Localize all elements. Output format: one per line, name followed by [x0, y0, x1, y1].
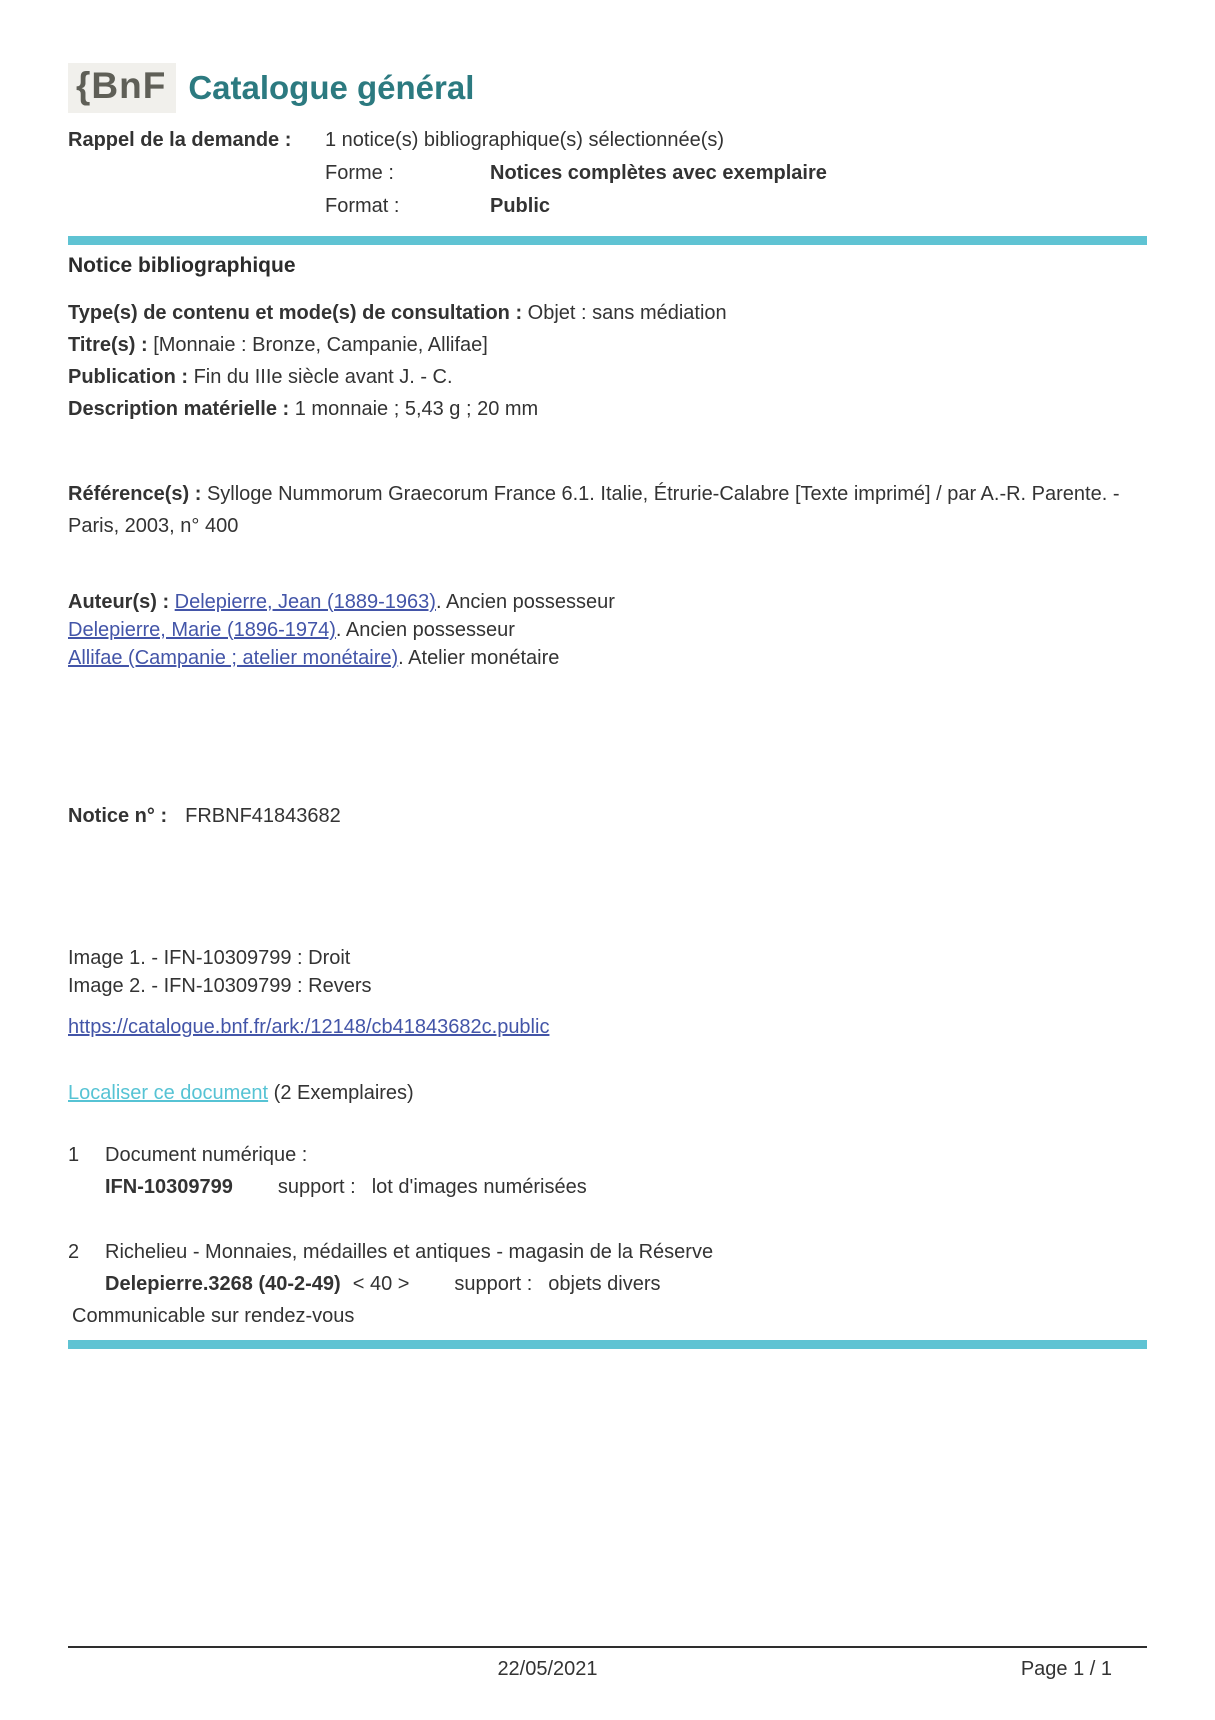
authors-block: [68, 588, 1147, 672]
forme-label: Forme :: [325, 162, 394, 184]
support-value: lot d'images numérisées: [371, 1176, 587, 1198]
section-title: Notice bibliographique: [68, 254, 296, 277]
holding-location-line: [68, 1236, 1147, 1268]
field-description-label: Description matérielle :: [68, 398, 290, 420]
holding-location: Document numérique :: [105, 1144, 308, 1166]
format-value: Public: [490, 195, 551, 217]
bibliographic-fields: [68, 297, 1147, 425]
header: [68, 62, 1147, 114]
image-line: Image 2. - IFN-10309799 : Revers: [68, 975, 372, 997]
holding-item-2: [68, 1236, 1147, 1332]
request-recall: [68, 124, 1147, 223]
holding-shelfmark-line: [68, 1171, 1147, 1203]
holding-shelfmark-line: [68, 1268, 1147, 1300]
permalink-line: [68, 1012, 1147, 1042]
locate-count: (2 Exemplaires): [273, 1082, 414, 1104]
spacer: [68, 190, 325, 223]
image-line: Image 1. - IFN-10309799 : Droit: [68, 947, 351, 969]
author-link[interactable]: Allifae (Campanie ; atelier monétaire): [68, 647, 399, 669]
support-label: support :: [277, 1176, 356, 1198]
author-role: . Atelier monétaire: [398, 647, 560, 669]
image-list: [68, 944, 1147, 1000]
page-title: Catalogue général: [188, 69, 475, 106]
author-link[interactable]: Delepierre, Jean (1889-1963): [174, 591, 436, 613]
spacer: [68, 157, 325, 190]
holding-item-1: [68, 1139, 1147, 1203]
field-title-value: [Monnaie : Bronze, Campanie, Allifae]: [153, 334, 488, 356]
field-description-value: 1 monnaie ; 5,43 g ; 20 mm: [294, 398, 539, 420]
notice-number-value: FRBNF41843682: [185, 805, 341, 827]
reference-label: Référence(s) :: [68, 483, 202, 505]
recall-label: Rappel de la demande :: [68, 129, 292, 151]
field-publication-label: Publication :: [68, 366, 188, 388]
author-line: [68, 644, 1147, 672]
forme-value: Notices complètes avec exemplaire: [490, 162, 827, 184]
field-title-label: Titre(s) :: [68, 334, 148, 356]
holding-shelfmark: Delepierre.3268 (40-2-49): [105, 1273, 341, 1295]
divider-bar-bottom: [68, 1340, 1147, 1349]
authors-label: Auteur(s) :: [68, 591, 170, 613]
divider-bar-top: [68, 236, 1147, 245]
bnf-logo[interactable]: {BnF: [68, 63, 176, 113]
permalink-link[interactable]: https://catalogue.bnf.fr/ark:/12148/cb41843682c.public: [68, 1016, 550, 1038]
reference-paragraph: [68, 478, 1147, 542]
locate-line: [68, 1078, 1147, 1108]
notice-number-label: Notice n° :: [68, 805, 168, 827]
format-label: Format :: [325, 195, 400, 217]
author-line: [68, 616, 1147, 644]
holding-note: Communicable sur rendez-vous: [72, 1305, 355, 1327]
author-link[interactable]: Delepierre, Marie (1896-1974): [68, 619, 336, 641]
holding-number: 1: [68, 1144, 80, 1166]
field-type: [68, 297, 1147, 329]
support-label: support :: [454, 1273, 533, 1295]
field-description: [68, 393, 1147, 425]
holding-number: 2: [68, 1241, 80, 1263]
holding-location: Richelieu - Monnaies, médailles et antiques - magasin de la Réserve: [105, 1241, 714, 1263]
field-type-value: Objet : sans médiation: [527, 302, 727, 324]
author-role: . Ancien possesseur: [435, 591, 615, 613]
locate-document-link[interactable]: Localiser ce document: [68, 1082, 269, 1104]
recall-value: 1 notice(s) bibliographique(s) sélectionnée(s): [325, 129, 725, 151]
holding-shelfmark: IFN-10309799: [105, 1176, 233, 1198]
reference-value: Sylloge Nummorum Graecorum France 6.1. Italie, Étrurie-Calabre [Texte imprimé] / par A.-R. Parente. - Paris, 2003, n° 400: [68, 483, 1120, 537]
field-publication: [68, 361, 1147, 393]
footer-date: 22/05/2021: [497, 1658, 598, 1680]
field-publication-value: Fin du IIIe siècle avant J. - C.: [193, 366, 453, 388]
author-line: [68, 588, 1147, 616]
author-role: . Ancien possesseur: [335, 619, 515, 641]
support-value: objets divers: [548, 1273, 661, 1295]
field-type-label: Type(s) de contenu et mode(s) de consultation :: [68, 302, 523, 324]
holding-location-line: [68, 1139, 1147, 1171]
field-title: [68, 329, 1147, 361]
notice-number-line: [68, 800, 1147, 832]
holding-extra: < 40 >: [352, 1273, 410, 1295]
footer-page-number: Page 1 / 1: [1020, 1658, 1112, 1680]
page-footer: [68, 1646, 1147, 1680]
